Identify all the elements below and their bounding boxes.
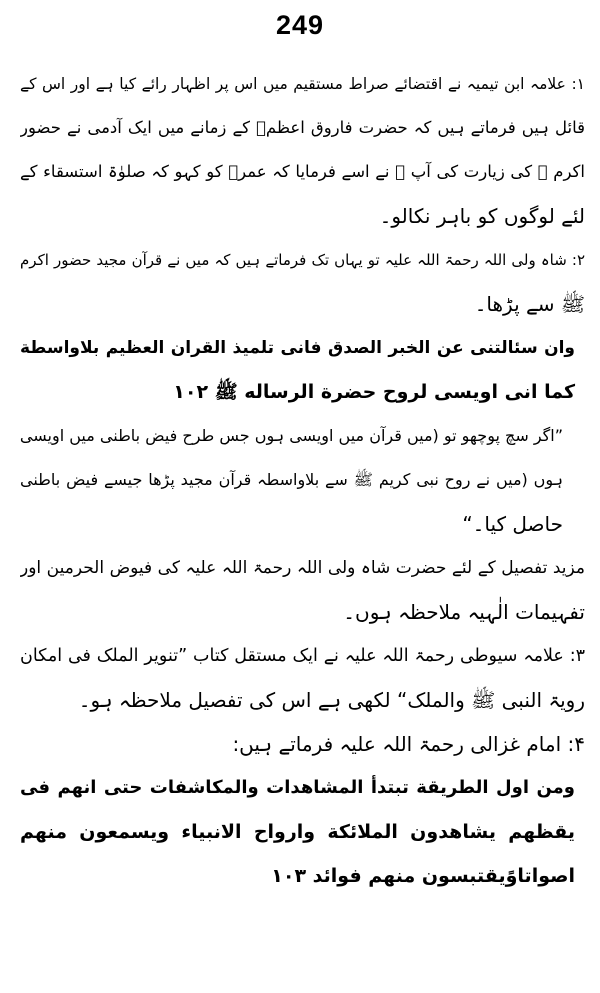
- paragraph-3-line-2: تفہیمات الٰہیہ ملاحظہ ہوں۔: [343, 600, 585, 624]
- paragraph-1-line-3: اکرم ﷺ کی زیارت کی آپ ﷺ نے اسے فرمایا کہ عمرؓ کو کہو کہ صلوٰۃ استسقاء کے: [20, 162, 585, 181]
- page-number: 249: [275, 10, 325, 40]
- arabic-quote-2-line-3: اصواتاوًيقتبسون منهم فوائد ١٠٣: [271, 865, 575, 887]
- translation-1-line-2: ہوں (میں نے روح نبی کریم ﷺ سے بلاواسطہ قرآن مجید پڑھا جیسے فیض باطنی: [20, 470, 563, 489]
- arabic-quote-2-line-2: يقظهم يشاهدون الملائكة وارواح الانبياء ويسمعون منهم: [20, 821, 575, 843]
- page-body: [20, 62, 585, 898]
- translation-1-line-1: ”اگر سچ پوچھو تو (میں قرآن میں اویسی ہوں جس طرح فیض باطنی میں اویسی: [20, 426, 563, 445]
- paragraph-2-line-1: ۲: شاہ ولی اللہ رحمۃ اللہ علیہ تو یہاں تک فرماتے ہیں کہ میں نے قرآن مجید حضور اکرم: [20, 251, 585, 269]
- arabic-quote-2-line-1: ومن اول الطريقة تبتدأ المشاهدات والمكاشفات حتى انهم فى: [20, 777, 575, 798]
- paragraph-1-line-1: ۱: علامہ ابن تیمیہ نے اقتضائے صراط مستقیم میں اس پر اظہار رائے کیا ہے اور اس کے: [20, 75, 585, 93]
- paragraph-4-line-1: ۳: علامہ سیوطی رحمۃ اللہ علیہ نے ایک مستقل کتاب ”تنویر الملک فی امکان: [20, 646, 585, 666]
- paragraph-3-line-1: مزید تفصیل کے لئے حضرت شاہ ولی اللہ رحمۃ اللہ علیہ کی فیوض الحرمین اور: [20, 558, 585, 578]
- translation-1-line-3: حاصل کیا۔“: [462, 512, 563, 536]
- paragraph-5-line-1: ۴: امام غزالی رحمۃ اللہ علیہ فرماتے ہیں:: [232, 732, 585, 756]
- arabic-quote-1-line-2: كما انى اويسى لروح حضرة الرساله ﷺ ١٠٢: [173, 381, 575, 403]
- arabic-quote-1-line-1: وان سئالتنى عن الخبر الصدق فانى تلميذ القران العظيم بلاواسطة: [20, 338, 575, 358]
- paragraph-1-line-2: قائل ہیں فرماتے ہیں کہ حضرت فاروق اعظمؓ کے زمانے میں ایک آدمی نے حضور: [20, 118, 585, 137]
- paragraph-2-line-2: ﷺ سے پڑھا۔: [474, 292, 585, 316]
- paragraph-4-line-2: رویۃ النبی ﷺ والملک“ لکھی ہے اس کی تفصیل ملاحظہ ہو۔: [78, 688, 585, 712]
- paragraph-1-line-4: لئے لوگوں کو باہر نکالو۔: [379, 204, 585, 228]
